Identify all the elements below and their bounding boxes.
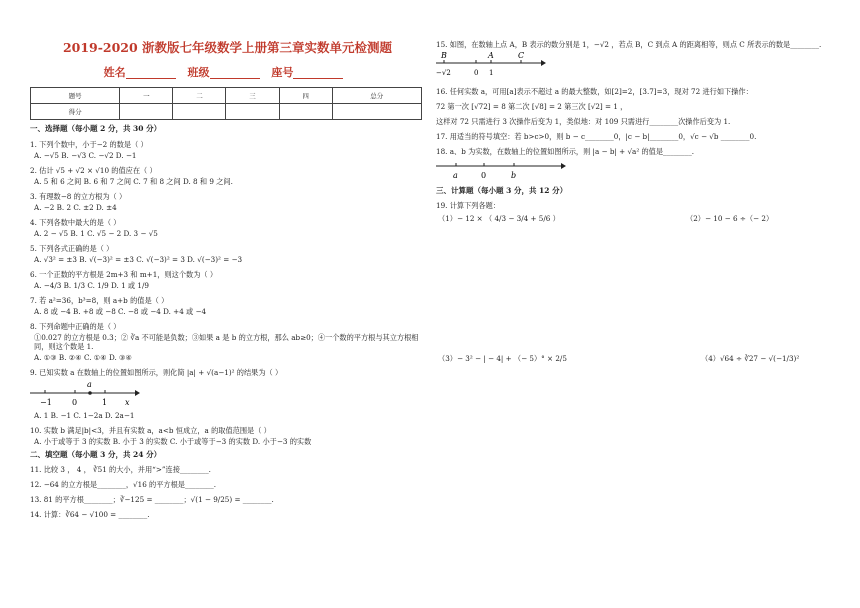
question: 19. 计算下列各题： [436, 201, 501, 211]
page-title: 2019-2020 浙教版七年级数学上册第三章实数单元检测题 [62, 40, 393, 55]
calc-part-4: （4）√64 ÷ ∛27 − √(−1/3)² [701, 354, 800, 364]
options: A. −4/3 B. 1/3 C. 1/9 D. 1 或 1/9 [34, 280, 149, 290]
options: A. √3² = ±3 B. √(−3)² = ±3 C. √(−3)² = 3 D. √(−3)² = −3 [34, 254, 243, 264]
question: 72 第一次 [√72] = 8 第二次 [√8] = 2 第三次 [√2] = 1 ， [436, 102, 628, 111]
question: 17. 用适当的符号填空：若 b>c>0，则 b − c________0，|c − b|________0，√c − √b ________0. [436, 132, 757, 141]
header-cell: 四 [279, 88, 332, 104]
tick-label: b [511, 171, 517, 180]
section-heading: 一、选择题（每小题 2 分，共 30 分） [30, 124, 162, 134]
right-column [436, 40, 836, 434]
header-cell: 三 [226, 88, 279, 104]
tick-label: 1 [489, 69, 494, 77]
question: 10. 实数 b 满足|b|<3，并且有实数 a，a<b 恒成立，a 的取值范围是（ ） [30, 425, 271, 435]
question: 8. 下列命题中正确的是（ ） [30, 321, 121, 331]
point-label: B [441, 51, 447, 60]
question: 1. 下列个数中，小于−2 的数是（ ） [30, 139, 148, 149]
score-cell[interactable] [279, 104, 332, 120]
options: ①0.027 的立方根是 0.3；② ∛a 不可能是负数；③如果 a 是 b 的立方根，那么 ab≥0；④一个数的平方根与其立方根相同，则这个数是 1. [34, 332, 419, 351]
header-cell: 题号 [31, 88, 120, 104]
score-table [30, 87, 422, 120]
point-label: C [518, 51, 525, 60]
question: 5. 下列各式正确的是（ ） [30, 243, 114, 253]
header-cell: 二 [173, 88, 226, 104]
number-line-q18 [436, 158, 566, 182]
score-cell[interactable] [120, 104, 173, 120]
options: A. 5 和 6 之间 B. 6 和 7 之间 C. 7 和 8 之间 D. 8 和 9 之间. [34, 176, 233, 186]
question: 2. 估计 √5 + √2 × √10 的值应在（ ） [30, 165, 157, 175]
options: A. 2 − √5 B. 1 C. √5 − 2 D. 3 − √5 [34, 228, 158, 238]
score-table-row [31, 104, 422, 120]
seat-label: 座号 [271, 65, 294, 79]
tick-label: 1 [102, 397, 108, 407]
tick-label: 0 [474, 69, 479, 77]
name-label: 姓名 [103, 65, 126, 79]
score-cell[interactable] [226, 104, 279, 120]
question: 12. −64 的立方根是________，√16 的平方根是________. [30, 480, 217, 490]
point-label: A [488, 51, 494, 60]
row-label: 得分 [31, 104, 120, 120]
options: A. ①③ B. ②④ C. ①④ D. ③④ [34, 352, 132, 362]
question: 16. 任何实数 a，可用[a]表示不超过 a 的最大整数，如[2]=2，[3.7]=3，现对 72 进行如下操作： [436, 87, 753, 96]
options: A. −2 B. 2 C. ±2 D. ±4 [34, 202, 117, 212]
question: 这样对 72 只需进行 3 次操作后变为 1，类似地：对 109 只需进行________次操作后变为 1. [436, 117, 731, 126]
calc-part-2: （2）− 10 − 6 ÷（− 2） [686, 214, 774, 224]
question: 14. 计算：∛64 − √100 = ________. [30, 510, 150, 520]
class-label: 班级 [187, 65, 210, 79]
tick-label: 0 [72, 397, 78, 407]
score-table-header [31, 88, 422, 104]
number-line-q9 [30, 379, 140, 409]
left-column [30, 0, 425, 519]
calc-problems [436, 214, 836, 434]
question: 11. 比较 3 ， 4 ， ∛51 的大小，并用“>”连接________. [30, 465, 211, 475]
score-cell[interactable] [173, 104, 226, 120]
tick-label: −1 [40, 397, 52, 407]
question: 13. 81 的平方根________；∛−125 = ________；√(1 − 9/25) = ________. [30, 495, 274, 505]
class-blank[interactable] [210, 68, 260, 79]
question: 4. 下列各数中最大的是（ ） [30, 217, 121, 227]
question: 7. 若 a²=36，b³=8，则 a+b 的值是（ ） [30, 295, 169, 305]
options: A. −√5 B. −√3 C. −√2 D. −1 [34, 150, 137, 160]
section-heading: 三、计算题（每小题 3 分，共 12 分） [436, 186, 568, 195]
student-info-line [30, 66, 425, 80]
calc-part-1: （1）− 12 × （ 4/3 − 3/4 + 5/6 ） [438, 214, 560, 224]
name-blank[interactable] [126, 68, 176, 79]
section-heading: 二、填空题（每小题 3 分，共 24 分） [30, 449, 162, 459]
header-cell: 一 [120, 88, 173, 104]
options: A. 小于或等于 3 的实数 B. 小于 3 的实数 C. 小于或等于−3 的实数 D. 小于−3 的实数 [34, 436, 312, 446]
question: 3. 有理数−8 的立方根为（ ） [30, 191, 127, 201]
point-a-label: a [87, 379, 92, 389]
options: A. 8 或 −4 B. +8 或 −8 C. −8 或 −4 D. +4 或 −4 [34, 306, 207, 316]
tick-label: a [453, 171, 458, 180]
question: 9. 已知实数 a 在数轴上的位置如图所示，则化简 |a| + √(a−1)² 的结果为（ ） [30, 367, 283, 377]
tick-label: 0 [481, 171, 487, 180]
seat-blank[interactable] [293, 68, 343, 79]
question: 6. 一个正数的平方根是 2m+3 和 m+1，则这个数为（ ） [30, 269, 218, 279]
options: A. 1 B. −1 C. 1−2a D. 2a−1 [34, 410, 135, 420]
number-line-q15 [436, 51, 546, 81]
calc-part-3: （3）− 3² − | − 4| + （− 5）° × 2/5 [438, 354, 567, 364]
tick-label: −√2 [436, 69, 451, 77]
question: 15. 如图，在数轴上点 A，B 表示的数分别是 1，−√2 ，若点 B，C 到点 A 的距离相等，则点 C 所表示的数是________. [436, 40, 822, 49]
tick-label: x [125, 397, 130, 407]
question: 18. a、b 为实数，在数轴上的位置如图所示，则 |a − b| + √a² 的值是________. [436, 147, 695, 156]
score-cell[interactable] [332, 104, 421, 120]
header-cell: 总分 [332, 88, 421, 104]
